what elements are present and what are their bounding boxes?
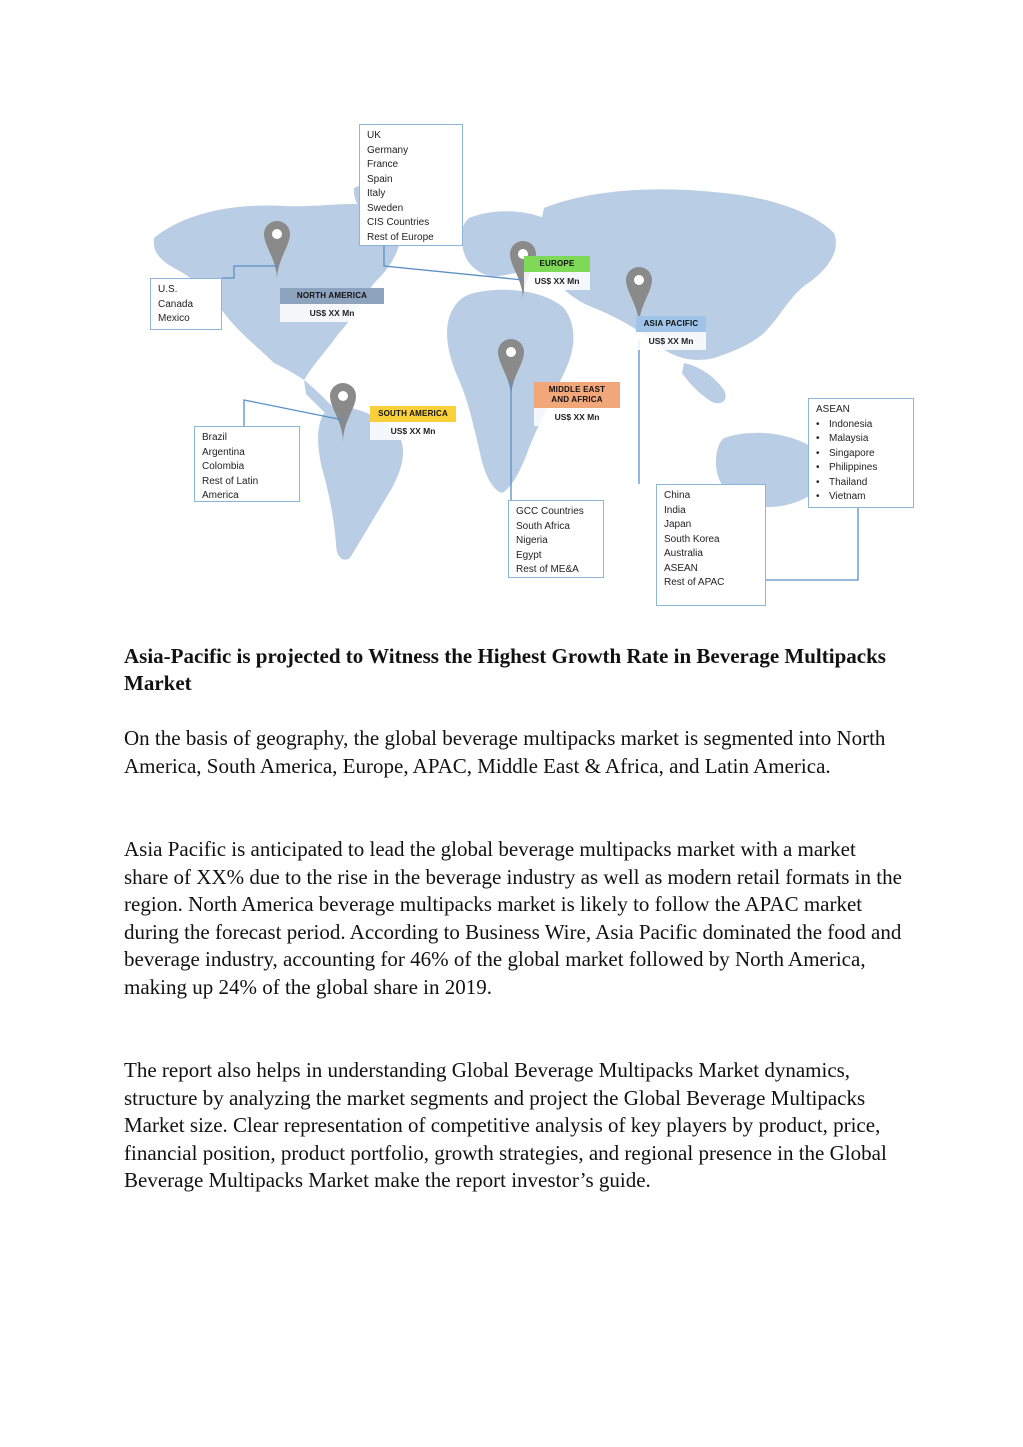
north-america-country-list [150, 278, 222, 330]
region-value: US$ XX Mn [280, 304, 384, 322]
list-item: Colombia [202, 461, 245, 472]
list-item: America [202, 490, 239, 501]
region-label: MIDDLE EAST AND AFRICA [534, 382, 620, 408]
list-item: • Indonesia [816, 418, 906, 433]
region-value: US$ XX Mn [524, 272, 590, 290]
list-item: Japan [664, 519, 692, 530]
list-item: Mexico [158, 313, 190, 324]
middle-east-africa-country-list [508, 500, 604, 578]
region-europe [524, 256, 590, 290]
europe-country-list [359, 124, 463, 246]
article-heading: Asia-Pacific is projected to Witness the Highest Growth Rate in Beverage Multipacks Market [124, 644, 886, 695]
south-america-country-list [194, 426, 300, 502]
article-paragraph-1: On the basis of geography, the global beverage multipacks market is segmented into North America, South America, Europe, APAC, Middle East & Africa, and Latin America. [124, 726, 886, 778]
region-label: EUROPE [524, 256, 590, 272]
list-item: Argentina [202, 446, 245, 458]
region-asia-pacific [636, 316, 706, 350]
list-item: CIS Countries [367, 217, 430, 228]
region-value: US$ XX Mn [534, 408, 620, 426]
list-item: UK [367, 130, 381, 141]
article-paragraph-3: The report also helps in understanding Global Beverage Multipacks Market dynamics, structure by analyzing the market segments and project the Global Beverage Multipacks Market size. Clear representation of competitive analysis of key players by product, price, financial position, product portfolio, growth strategies, and regional presence in the Global Beverage Multipacks Market make the report investor’s guide. [124, 1058, 887, 1192]
list-item: Rest of Europe [367, 231, 434, 243]
list-item: South Korea [664, 533, 720, 545]
list-item: Germany [367, 144, 409, 156]
list-item: • Malaysia [816, 432, 906, 447]
region-label: SOUTH AMERICA [370, 406, 456, 422]
list-item: Rest of Latin [202, 475, 259, 487]
list-item: U.S. [158, 284, 178, 295]
list-item: Italy [367, 188, 386, 199]
list-item: Canada [158, 298, 194, 310]
region-south-america [370, 406, 456, 440]
region-value: US$ XX Mn [370, 422, 456, 440]
asia-pacific-country-list [656, 484, 766, 606]
list-item: Rest of ME&A [516, 564, 579, 575]
region-north-america [280, 288, 384, 322]
list-item: Australia [664, 548, 703, 559]
list-item: • Philippines [816, 461, 906, 476]
list-item: Rest of APAC [664, 577, 725, 588]
list-item: Spain [367, 173, 393, 185]
list-item: China [664, 490, 691, 501]
list-item: ASEAN [664, 562, 698, 574]
region-label: NORTH AMERICA [280, 288, 384, 304]
list-item: South Africa [516, 520, 570, 532]
list-item: Sweden [367, 202, 404, 214]
region-middle-east-africa [534, 382, 620, 426]
list-item: • Singapore [816, 447, 906, 462]
list-item: Nigeria [516, 535, 548, 546]
list-item: • Vietnam [816, 490, 906, 505]
list-item: Brazil [202, 432, 228, 443]
list-item: • Thailand [816, 476, 906, 491]
list-item: Egypt [516, 549, 542, 561]
regional-market-figure [124, 118, 924, 610]
region-label: ASIA PACIFIC [636, 316, 706, 332]
asean-list [808, 398, 914, 508]
asean-title: ASEAN [816, 404, 850, 415]
list-item: India [664, 504, 686, 516]
region-value: US$ XX Mn [636, 332, 706, 350]
list-item: France [367, 159, 399, 170]
list-item: GCC Countries [516, 506, 584, 517]
article-paragraph-2: Asia Pacific is anticipated to lead the global beverage multipacks market with a market share of XX% due to the rise in the beverage industry as well as modern retail formats in the region. North America beverage multipacks market is likely to follow the APAC market during the forecast period. According to Business Wire, Asia Pacific dominated the food and beverage industry, accounting for 46% of the global market followed by North America, making up 24% of the global share in 2019. [124, 837, 902, 999]
